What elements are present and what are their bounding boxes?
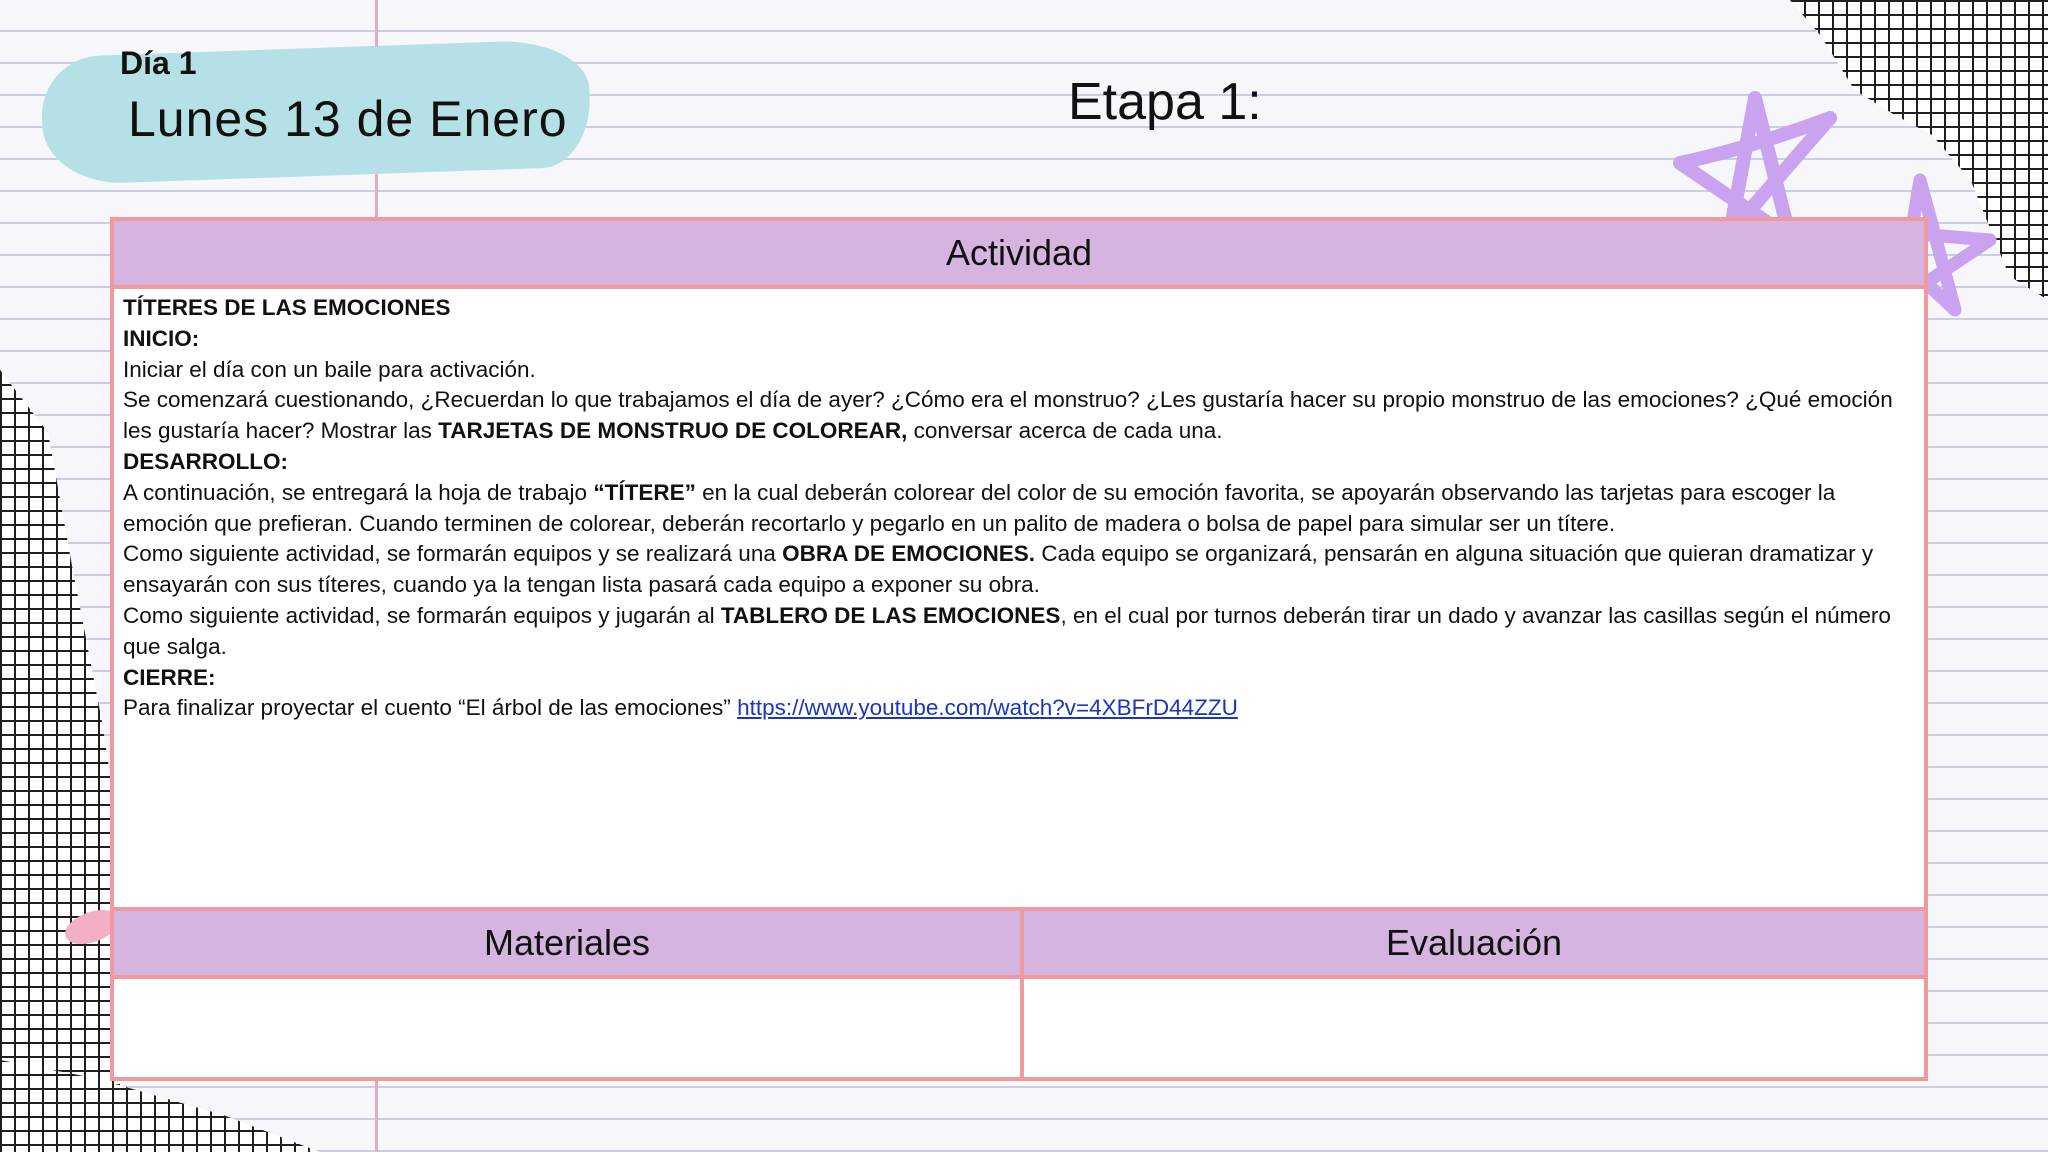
activity-content — [123, 293, 1913, 724]
desarrollo-label: DESARROLLO: — [123, 448, 288, 474]
desarrollo-paragraph-1: A continuación, se entregará la hoja de trabajo “TÍTERE” en la cual deberán colorear del color de su emoción favorita, se apoyarán observando las tarjetas para escoger la emoción que prefieran. Cuando terminen de colorear, deberán recortarlo y pegarlo en un palito de madera o bolsa de papel para simular ser un títere. — [123, 479, 1836, 536]
evaluation-column — [1024, 911, 1924, 1081]
date-title: Lunes 13 de Enero — [128, 91, 568, 147]
inicio-line-1: Iniciar el día con un baile para activación. — [123, 356, 536, 382]
activity-header: Actividad — [114, 221, 1924, 289]
materials-column — [114, 911, 1024, 1081]
bottom-row — [114, 907, 1924, 1081]
activity-table — [110, 217, 1928, 1081]
materials-header: Materiales — [114, 911, 1020, 979]
grid-paper-scrap-left — [0, 370, 120, 1152]
desarrollo-paragraph-2: Como siguiente actividad, se formarán equipos y se realizará una OBRA DE EMOCIONES. Cada equipo se organizará, pensarán en alguna situación que quieran dramatizar y ensayarán con sus títeres, cuando ya la tengan lista pasará cada equipo a exponer su obra. — [123, 541, 1874, 598]
inicio-label: INICIO: — [123, 325, 200, 351]
video-link[interactable]: https://www.youtube.com/watch?v=4XBFrD44ZZU — [737, 695, 1238, 721]
cierre-label: CIERRE: — [123, 664, 216, 690]
day-label: Día 1 — [120, 45, 197, 81]
evaluation-header: Evaluación — [1024, 911, 1924, 979]
inicio-line-2: Se comenzará cuestionando, ¿Recuerdan lo que trabajamos el día de ayer? ¿Cómo era el monstruo? ¿Les gustaría hacer su propio monstruo de las emociones? ¿Qué emoción les gustaría hacer? Mostrar las TARJETAS DE MONSTRUO DE COLOREAR, conversar acerca de cada una. — [123, 387, 1893, 444]
desarrollo-paragraph-3: Como siguiente actividad, se formarán equipos y jugarán al TABLERO DE LAS EMOCIONES, en el cual por turnos deberán tirar un dado y avanzar las casillas según el número que salga. — [123, 602, 1891, 659]
activity-title: TÍTERES DE LAS EMOCIONES — [123, 295, 451, 320]
cierre-line: Para finalizar proyectar el cuento “El árbol de las emociones” https://www.youtube.com/watch?v=4XBFrD44ZZU — [123, 695, 1238, 721]
stage-title: Etapa 1: — [1068, 73, 1262, 131]
